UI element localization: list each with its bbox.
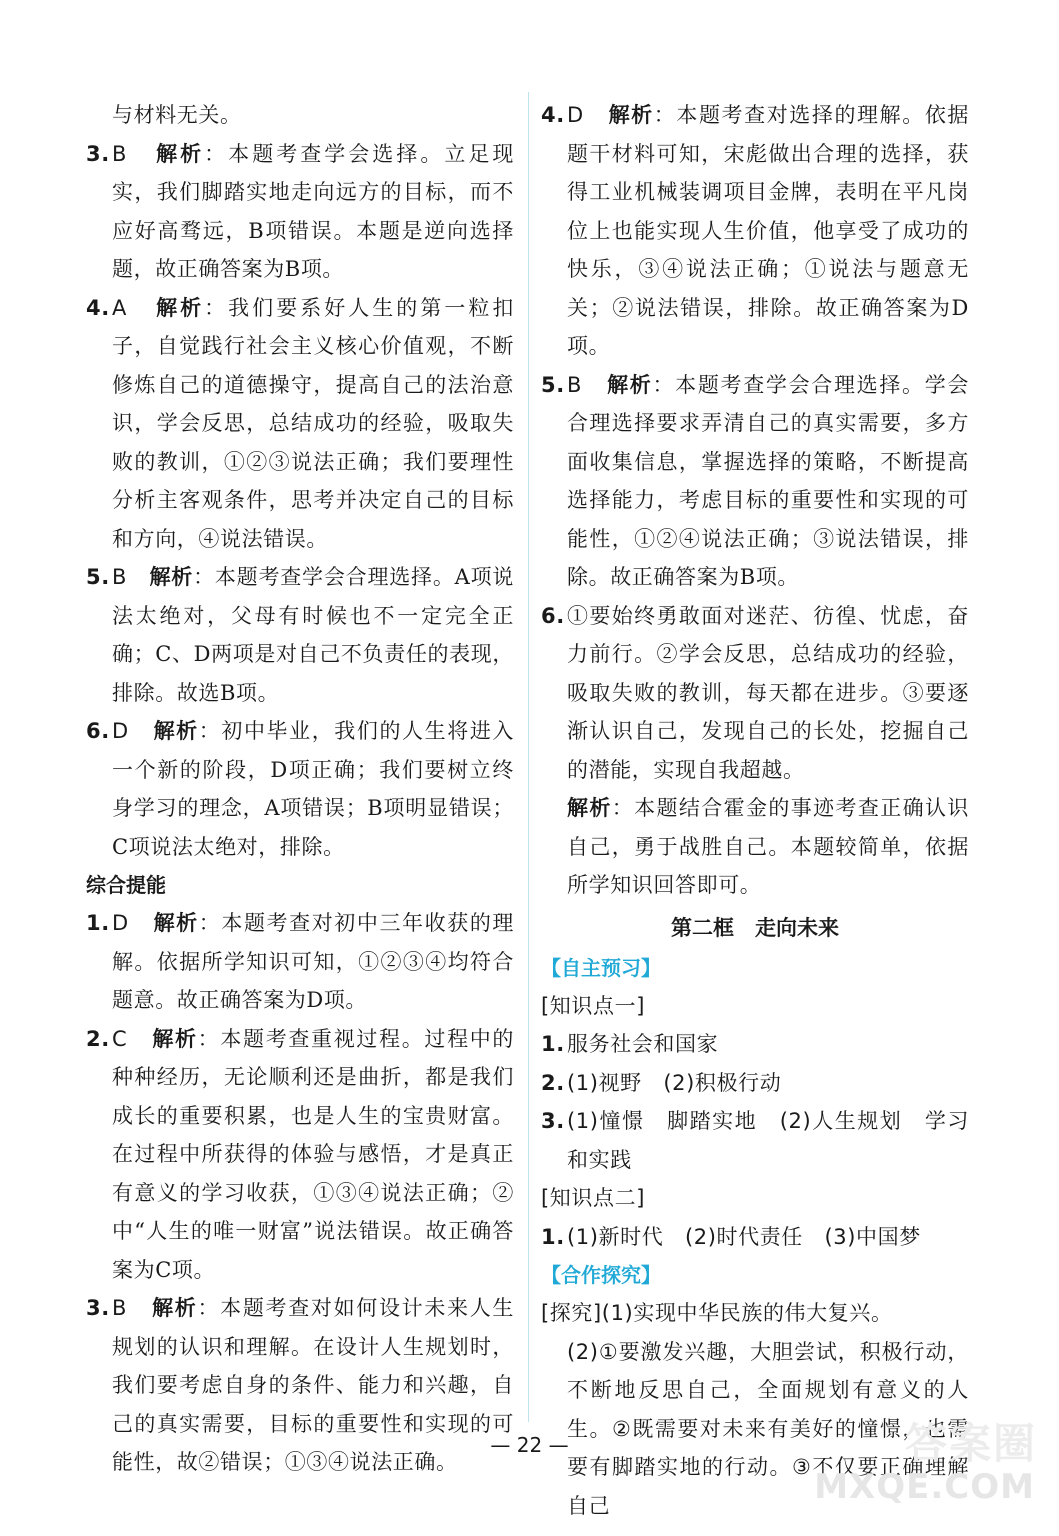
item-number: 2. (86, 1026, 110, 1051)
analysis-paragraph (541, 789, 969, 905)
item-number: 6. (541, 603, 565, 628)
analysis-keyword: 解析 (149, 565, 194, 589)
item-text: ：我们要系好人生的第一粒扣子，自觉践行社会主义核心价值观，不断修炼自己的道德操守，提高自己的法治意识，学会反思，总结成功的经验，吸取失败的教训，①②③说法正确；我们要理性分析主客观条件，思考并决定自己的目标和方向，④说法错误。 (112, 295, 514, 551)
answer-item (86, 904, 514, 1020)
item-choice: B (112, 565, 128, 589)
item-number: 2. (541, 1070, 565, 1095)
analysis-keyword: 解析 (607, 372, 653, 397)
answer-item (86, 558, 514, 712)
analysis-keyword: 解析 (608, 103, 654, 127)
tag-self-preview: 【自主预习】 (541, 955, 661, 980)
item-number: 5. (86, 565, 110, 589)
item-number: 1. (86, 911, 110, 935)
item-text: ：本题考查对如何设计未来人生规划的认识和理解。在设计人生规划时，我们要考虑自身的条件、能力和兴趣，自己的真实需要，目标的重要性和实现的可能性，故②错误；①③④说法正确。 (112, 1296, 515, 1474)
column-divider (528, 92, 529, 1422)
item-text: ：本题考查学会合理选择。学会合理选择要求弄清自己的真实需要，多方面收集信息，掌握选择的策略，不断提高选择能力，考虑目标的重要性和实现的可能性，①②④说法正确；③说法错误，排除。故正确答案为B项。 (567, 372, 970, 589)
item-text: (1)视野 (2)积极行动 (567, 1070, 782, 1095)
watermark-logo (814, 1411, 1041, 1516)
item-number: 3. (541, 1109, 565, 1133)
item-text: ：本题考查对初中三年收获的理解。依据所学知识可知，①②③④均符合题意。故正确答案为D项。 (112, 911, 515, 1012)
item-number: 3. (86, 141, 110, 166)
answer-item (541, 96, 969, 366)
item-choice: C (112, 1026, 128, 1051)
analysis-text: ：本题结合霍金的事迹考查正确认识自己，勇于战胜自己。本题较简单，依据所学知识回答即可。 (567, 796, 970, 897)
item-text: (1)新时代 (2)时代责任 (3)中国梦 (567, 1224, 921, 1249)
item-text: ①要始终勇敢面对迷茫、彷徨、忧虑，奋力前行。②学会反思，总结成功的经验，吸取失败的教训，每天都在进步。③要逐渐认识自己，发现自己的长处，挖掘自己的潜能，实现自我超越。 (567, 603, 969, 782)
analysis-keyword: 解析 (153, 719, 199, 743)
item-choice: D (567, 103, 584, 127)
tag-cooperative-inquiry: 【合作探究】 (541, 1263, 661, 1287)
analysis-keyword: 解析 (153, 911, 199, 935)
analysis-keyword: 解析 (567, 796, 612, 820)
lesson-title: 第二框 走向未来 (671, 915, 839, 940)
item-choice: D (112, 719, 129, 743)
knowledge-point-1: [知识点一] (541, 993, 645, 1018)
answer-item (86, 1020, 514, 1290)
section-heading: 综合提能 (86, 873, 166, 897)
answer-item (86, 289, 514, 559)
answer-list-2 (86, 904, 514, 1482)
explore-line (541, 1294, 969, 1333)
knowledge-point-2: [知识点二] (541, 1186, 645, 1210)
answer-list-1 (86, 135, 514, 867)
item-number: 1. (541, 1224, 565, 1249)
kp-item (541, 1025, 969, 1064)
watermark-url: MXQE.COM (814, 1467, 1035, 1507)
answer-item (541, 597, 969, 790)
item-text: ：本题考查对选择的理解。依据题干材料可知，宋彪做出合理的选择，获得工业机械装调项目金牌，表明在平凡岗位上也能实现人生价值，他享受了成功的快乐，③④说法正确；①说法与题意无关；②说法错误，排除。故正确答案为D项。 (567, 103, 970, 358)
item-text: ：本题考查学会选择。立足现实，我们脚踏实地走向远方的目标，而不应好高骛远，B项错误。本题是逆向选择题，故正确答案为B项。 (112, 141, 514, 281)
answer-item (541, 366, 969, 597)
kp-item (541, 1102, 969, 1179)
answer-item (86, 135, 514, 289)
item-choice: A (112, 295, 127, 320)
intro-text: 与材料无关。 (112, 103, 242, 127)
analysis-keyword: 解析 (152, 1026, 198, 1051)
page-number: — 22 — (490, 1433, 569, 1457)
kp-item (541, 1218, 969, 1257)
item-number: 4. (86, 295, 110, 320)
item-number: 5. (541, 372, 565, 397)
right-column (541, 96, 969, 1525)
item-text: ：初中毕业，我们的人生将进入一个新的阶段，D项正确；我们要树立终身学习的理念，A项错误；B项明显错误；C项说法太绝对，排除。 (112, 719, 515, 859)
item-choice: D (112, 911, 129, 935)
watermark-text: 答案圈 (904, 1419, 1037, 1468)
kp-item (541, 1064, 969, 1103)
left-column (86, 96, 514, 1482)
item-text: ：本题考查重视过程。过程中的种种经历，无论顺利还是曲折，都是我们成长的重要积累，也是人生的宝贵财富。在过程中所获得的体验与感悟，才是真正有意义的学习收获，①③④说法正确；②中“人生的唯一财富”说法错误。故正确答案为C项。 (112, 1026, 515, 1282)
item-number: 6. (86, 719, 110, 743)
item-text: (1)憧憬 脚踏实地 (2)人生规划 学习和实践 (567, 1109, 969, 1172)
answer-item (86, 712, 514, 866)
analysis-keyword: 解析 (156, 141, 205, 166)
item-number: 3. (86, 1296, 110, 1320)
item-text: ：本题考查学会合理选择。A项说法太绝对，父母有时候也不一定完全正确；C、D两项是对自己不负责任的表现，排除。故选B项。 (112, 565, 515, 705)
item-number: 4. (541, 103, 565, 127)
analysis-keyword: 解析 (152, 1296, 198, 1320)
item-choice: B (567, 372, 583, 397)
explore-paragraph: (2)①要激发兴趣，大胆尝试，积极行动，不断地反思自己，全面规划有意义的人生。②既需要对未来有美好的憧憬，也需要有脚踏实地的行动。③不仅要正确理解自己 (567, 1339, 969, 1518)
explore-text: (1)实现中华民族的伟大复兴。 (601, 1301, 893, 1325)
item-choice: B (112, 1296, 128, 1320)
item-number: 1. (541, 1032, 565, 1056)
item-choice: B (112, 141, 128, 166)
explore-label: [探究] (541, 1301, 602, 1325)
analysis-keyword: 解析 (156, 295, 205, 320)
item-text: 服务社会和国家 (567, 1032, 719, 1056)
